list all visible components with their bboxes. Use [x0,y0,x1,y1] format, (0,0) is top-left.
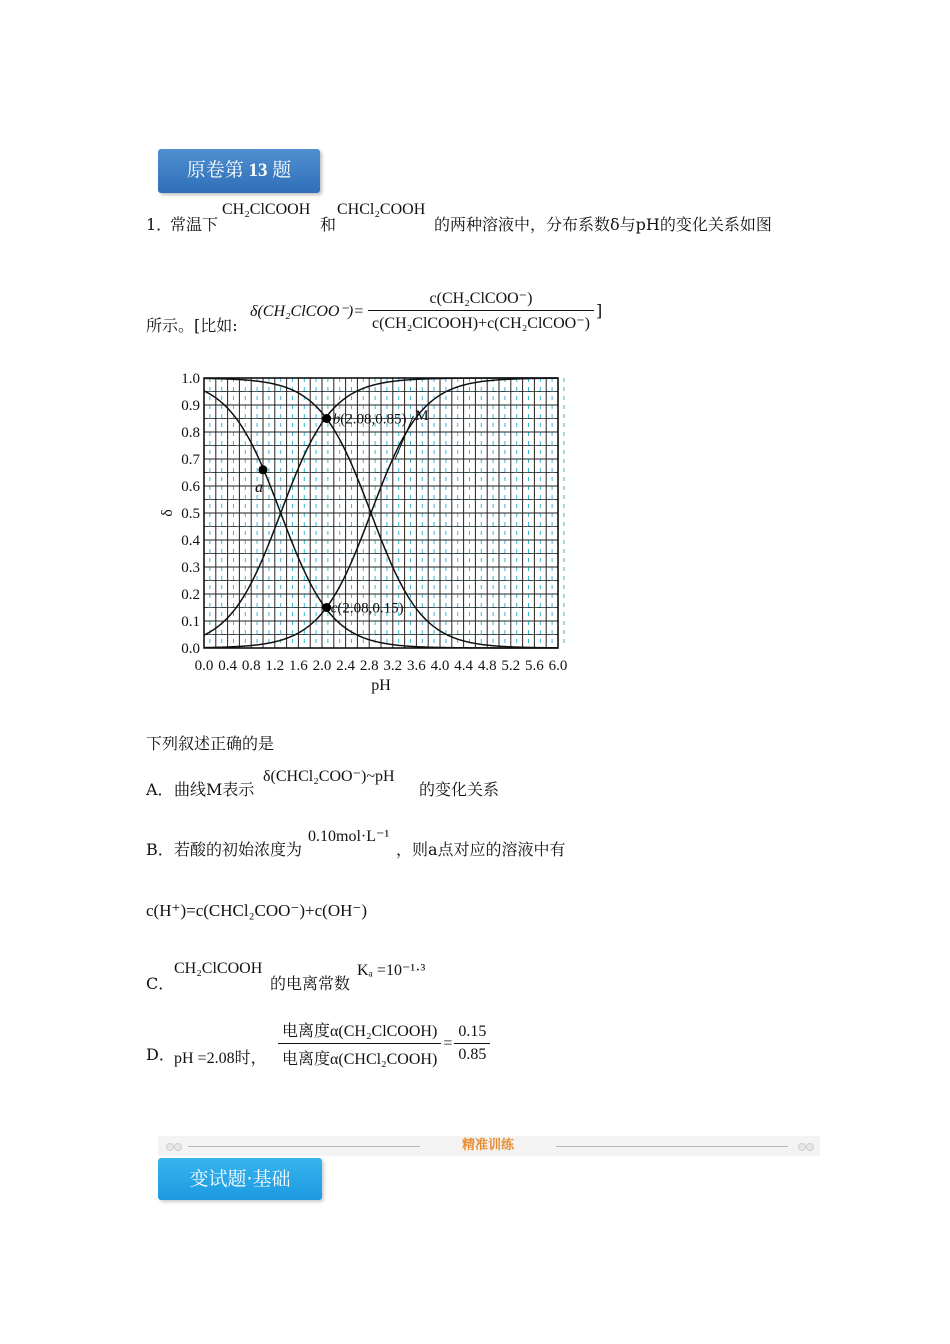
option-a-text-2: 的变化关系 [419,780,500,799]
option-b-text-2: ，则a点对应的溶液中有 [396,840,566,859]
formula-denominator: c(CH₂ClCOOH)+c(CH₂ClCOO⁻) [372,315,590,332]
question-text-1: 常温下 [170,215,219,234]
option-c-ka: Kₐ =10⁻¹·³ [357,962,426,979]
x-tick-label: 3.2 [383,658,403,674]
option-b-text-1: 若酸的初始浓度为 [174,840,303,859]
option-d-value-den: 0.85 [458,1046,487,1063]
y-tick-label: 0.3 [181,560,200,576]
option-c-label: C． [146,974,175,993]
x-tick-label: 2.8 [359,658,379,674]
divider-line-right [556,1146,788,1147]
y-axis-label: δ [159,509,176,517]
y-tick-label: 0.0 [181,641,200,657]
badge-prefix: 原卷第 [186,160,244,181]
point-b-label: b(2.08,0.85) [332,411,407,428]
badge-suffix: 题 [272,160,292,181]
option-c-text-1: 的电离常数 [270,974,351,993]
point-a [259,465,268,474]
x-tick-label: 5.2 [501,658,521,674]
divider-dot-icon [806,1143,814,1151]
option-d-text-1: pH =2.08时， [174,1050,267,1067]
y-tick-label: 0.7 [181,452,200,468]
formula-close-bracket: ] [595,300,603,320]
option-b-label: B． [146,840,174,859]
y-tick-label: 0.2 [181,587,200,603]
section-divider [158,1136,820,1156]
divider-dot-icon [174,1143,182,1151]
divider-dot-icon [798,1143,806,1151]
option-a-formula: δ(CHCl₂COO⁻)~pH [263,768,395,785]
distribution-chart [150,366,590,706]
curve-m-label: M [415,407,429,424]
option-d-value-num: 0.15 [454,1023,490,1044]
y-tick-label: 0.4 [181,533,200,549]
y-tick-label: 0.1 [181,614,200,630]
x-tick-label: 0.8 [241,658,261,674]
distribution-formula [250,288,602,333]
x-tick-label: 4.0 [430,658,450,674]
x-axis-label: pH [371,677,391,694]
x-tick-label: 0.0 [194,658,214,674]
option-d-fraction [278,1018,441,1069]
option-b-formula: 0.10mol·L⁻¹ [308,828,390,845]
x-tick-label: 1.2 [265,658,285,674]
x-tick-label: 3.6 [407,658,426,674]
option-c-formula: CH₂ClCOOH [174,960,263,977]
y-tick-label: 0.5 [181,506,200,522]
point-b [322,414,331,423]
option-d-label: D． [146,1045,175,1064]
option-d-ratio [278,1018,490,1069]
question-text-2: 的两种溶液中，分布系数δ与pH的变化关系如图 [434,215,772,234]
divider-line-left [188,1146,420,1147]
formula-lhs: δ(CH₂ClCOO⁻)= [250,302,365,320]
point-a-label: a [255,478,263,496]
option-a-text-1: 曲线M表示 [174,780,255,799]
y-tick-label: 0.8 [181,425,200,441]
y-tick-label: 0.6 [181,479,200,495]
formula-fraction [368,288,594,333]
question-text-3: 所示。[比如: [146,316,238,335]
option-d-equals: = [443,1034,453,1052]
option-a-label: A． [146,780,174,799]
chem-formula-a: CH₂ClCOOH [222,201,311,218]
option-d-denominator: 电离度α(CHCl₂COOH) [282,1051,438,1068]
x-tick-label: 4.8 [477,658,497,674]
option-d-numerator: 电离度α(CH₂ClCOOH) [278,1018,441,1044]
badge-number: 13 [248,160,268,181]
section-badge-variant: 变试题·基础 [158,1158,322,1200]
x-tick-label: 6.0 [548,658,568,674]
y-tick-label: 0.9 [181,398,200,414]
option-d-value-fraction [454,1023,490,1064]
x-tick-label: 1.6 [289,658,308,674]
chem-formula-b: CHCl₂COOH [337,201,426,218]
question-text-and: 和 [320,215,337,234]
x-tick-label: 4.4 [454,658,473,674]
prompt-line: 下列叙述正确的是 [146,734,275,753]
x-tick-label: 0.4 [218,658,237,674]
point-c-label: c(2.08,0.15) [330,600,404,617]
divider-dot-icon [166,1143,174,1151]
x-tick-label: 2.0 [312,658,332,674]
divider-title: 精准训练 [461,1138,514,1153]
x-tick-label: 5.6 [525,658,544,674]
section-badge-original-question [158,149,320,193]
question-number: 1． [146,215,173,234]
formula-numerator: c(CH₂ClCOO⁻) [368,288,594,311]
option-b-equation: c(H⁺)=c(CHCl₂COO⁻)+c(OH⁻) [146,901,368,920]
x-tick-label: 2.4 [336,658,355,674]
y-tick-label: 1.0 [181,371,200,387]
